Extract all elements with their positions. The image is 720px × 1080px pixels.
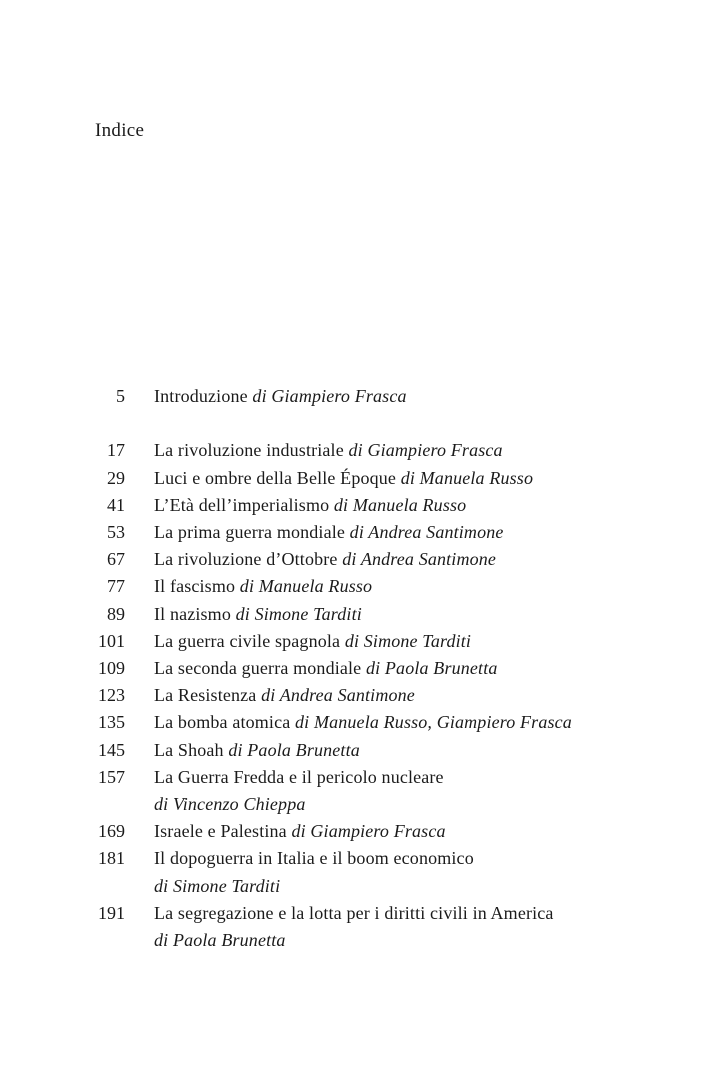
toc-entry-title: Il dopoguerra in Italia e il boom economico bbox=[154, 848, 474, 869]
toc-page-number-empty bbox=[0, 927, 125, 954]
toc-page-number: 123 bbox=[98, 685, 125, 706]
toc-page-number: 101 bbox=[98, 630, 125, 651]
toc-entry bbox=[0, 737, 720, 764]
toc-entry bbox=[0, 682, 720, 709]
toc-entry bbox=[0, 709, 720, 736]
toc-page-number-empty bbox=[0, 873, 125, 900]
toc-entry-author: di Simone Tarditi bbox=[154, 875, 281, 896]
toc-entry-title: La segregazione e la lotta per i diritti civili in America bbox=[154, 902, 554, 923]
toc-entry-author: di Paola Brunetta bbox=[154, 930, 286, 951]
toc-entry bbox=[0, 573, 720, 600]
toc-entry-author-line bbox=[0, 791, 720, 818]
toc-entry-author: di Giampiero Frasca bbox=[286, 821, 446, 842]
toc-entry-title: La rivoluzione d’Ottobre di Andrea Santimone bbox=[154, 549, 497, 570]
toc-page-number: 157 bbox=[98, 766, 125, 787]
toc-entry-title: La rivoluzione industriale di Giampiero Frasca bbox=[154, 440, 503, 461]
toc-entry bbox=[0, 900, 720, 927]
toc-page-number: 181 bbox=[98, 848, 125, 869]
toc-page-number: 67 bbox=[107, 549, 125, 570]
toc-entry-title: La Shoah di Paola Brunetta bbox=[154, 739, 360, 760]
toc-entry-author: di Simone Tarditi bbox=[230, 603, 362, 624]
toc-entry-author-line bbox=[0, 873, 720, 900]
toc-entry-title: Introduzione di Giampiero Frasca bbox=[154, 386, 407, 406]
toc-page-number: 191 bbox=[98, 902, 125, 923]
toc-entry-author: di Manuela Russo bbox=[329, 494, 467, 515]
toc-entry-title: La seconda guerra mondiale di Paola Brunetta bbox=[154, 658, 498, 679]
toc-page-number: 29 bbox=[107, 467, 125, 488]
toc-entry bbox=[0, 383, 720, 410]
toc-entry bbox=[0, 845, 720, 872]
toc-entry-author-line bbox=[0, 927, 720, 954]
toc-entry bbox=[0, 492, 720, 519]
toc-entry-author: di Giampiero Frasca bbox=[247, 386, 407, 406]
toc-entry bbox=[0, 628, 720, 655]
toc-entry-author: di Andrea Santimone bbox=[337, 549, 497, 570]
toc-entry-author: di Manuela Russo bbox=[235, 576, 373, 597]
toc-entry-title: Il nazismo di Simone Tarditi bbox=[154, 603, 362, 624]
toc-page-number: 53 bbox=[107, 522, 125, 542]
toc-entry bbox=[0, 437, 720, 464]
toc-page-number: 5 bbox=[116, 386, 125, 406]
toc-entry-title: La Resistenza di Andrea Santimone bbox=[154, 685, 415, 706]
toc-list bbox=[0, 383, 720, 954]
toc-entry-author: di Paola Brunetta bbox=[361, 658, 498, 679]
toc-page-number-empty bbox=[0, 791, 125, 818]
toc-entry bbox=[0, 465, 720, 492]
toc-entry bbox=[0, 655, 720, 682]
toc-page-number: 109 bbox=[98, 658, 125, 679]
toc-page-number: 89 bbox=[107, 603, 125, 624]
toc-entry bbox=[0, 818, 720, 845]
toc-entry-title: Il fascismo di Manuela Russo bbox=[154, 576, 373, 597]
toc-entry-title: Luci e ombre della Belle Époque di Manuela Russo bbox=[154, 467, 534, 488]
toc-entry-author: di Manuela Russo bbox=[396, 467, 534, 488]
toc-entry-author: di Manuela Russo, Giampiero Frasca bbox=[290, 712, 572, 733]
toc-page-number: 17 bbox=[107, 440, 125, 461]
toc-page-number: 77 bbox=[107, 576, 125, 597]
toc-entry-author: di Paola Brunetta bbox=[223, 739, 360, 760]
page-title: Indice bbox=[95, 120, 145, 141]
toc-entry-title: La Guerra Fredda e il pericolo nucleare bbox=[154, 766, 444, 787]
toc-entry-title: La bomba atomica di Manuela Russo, Giampiero Frasca bbox=[154, 712, 572, 733]
toc-entry-title: La guerra civile spagnola di Simone Tarditi bbox=[154, 630, 472, 651]
toc-entry-title: Israele e Palestina di Giampiero Frasca bbox=[154, 821, 446, 842]
toc-page-number: 145 bbox=[98, 739, 125, 760]
toc-page-number: 169 bbox=[98, 821, 125, 842]
toc-entry-title: L’Età dell’imperialismo di Manuela Russo bbox=[154, 494, 467, 515]
toc-page-number: 135 bbox=[98, 712, 125, 733]
toc-entry-author: di Vincenzo Chieppa bbox=[154, 794, 306, 815]
toc-entry-title: La prima guerra mondiale di Andrea Santimone bbox=[154, 522, 504, 542]
toc-entry-author: di Andrea Santimone bbox=[345, 522, 504, 542]
toc-page-number: 41 bbox=[107, 494, 125, 515]
toc-entry bbox=[0, 601, 720, 628]
toc-entry-author: di Andrea Santimone bbox=[256, 685, 415, 706]
toc-entry bbox=[0, 519, 720, 546]
toc-entry-author: di Giampiero Frasca bbox=[343, 440, 503, 461]
toc-entry-author: di Simone Tarditi bbox=[340, 630, 472, 651]
toc-entry bbox=[0, 546, 720, 573]
toc-entry bbox=[0, 764, 720, 791]
